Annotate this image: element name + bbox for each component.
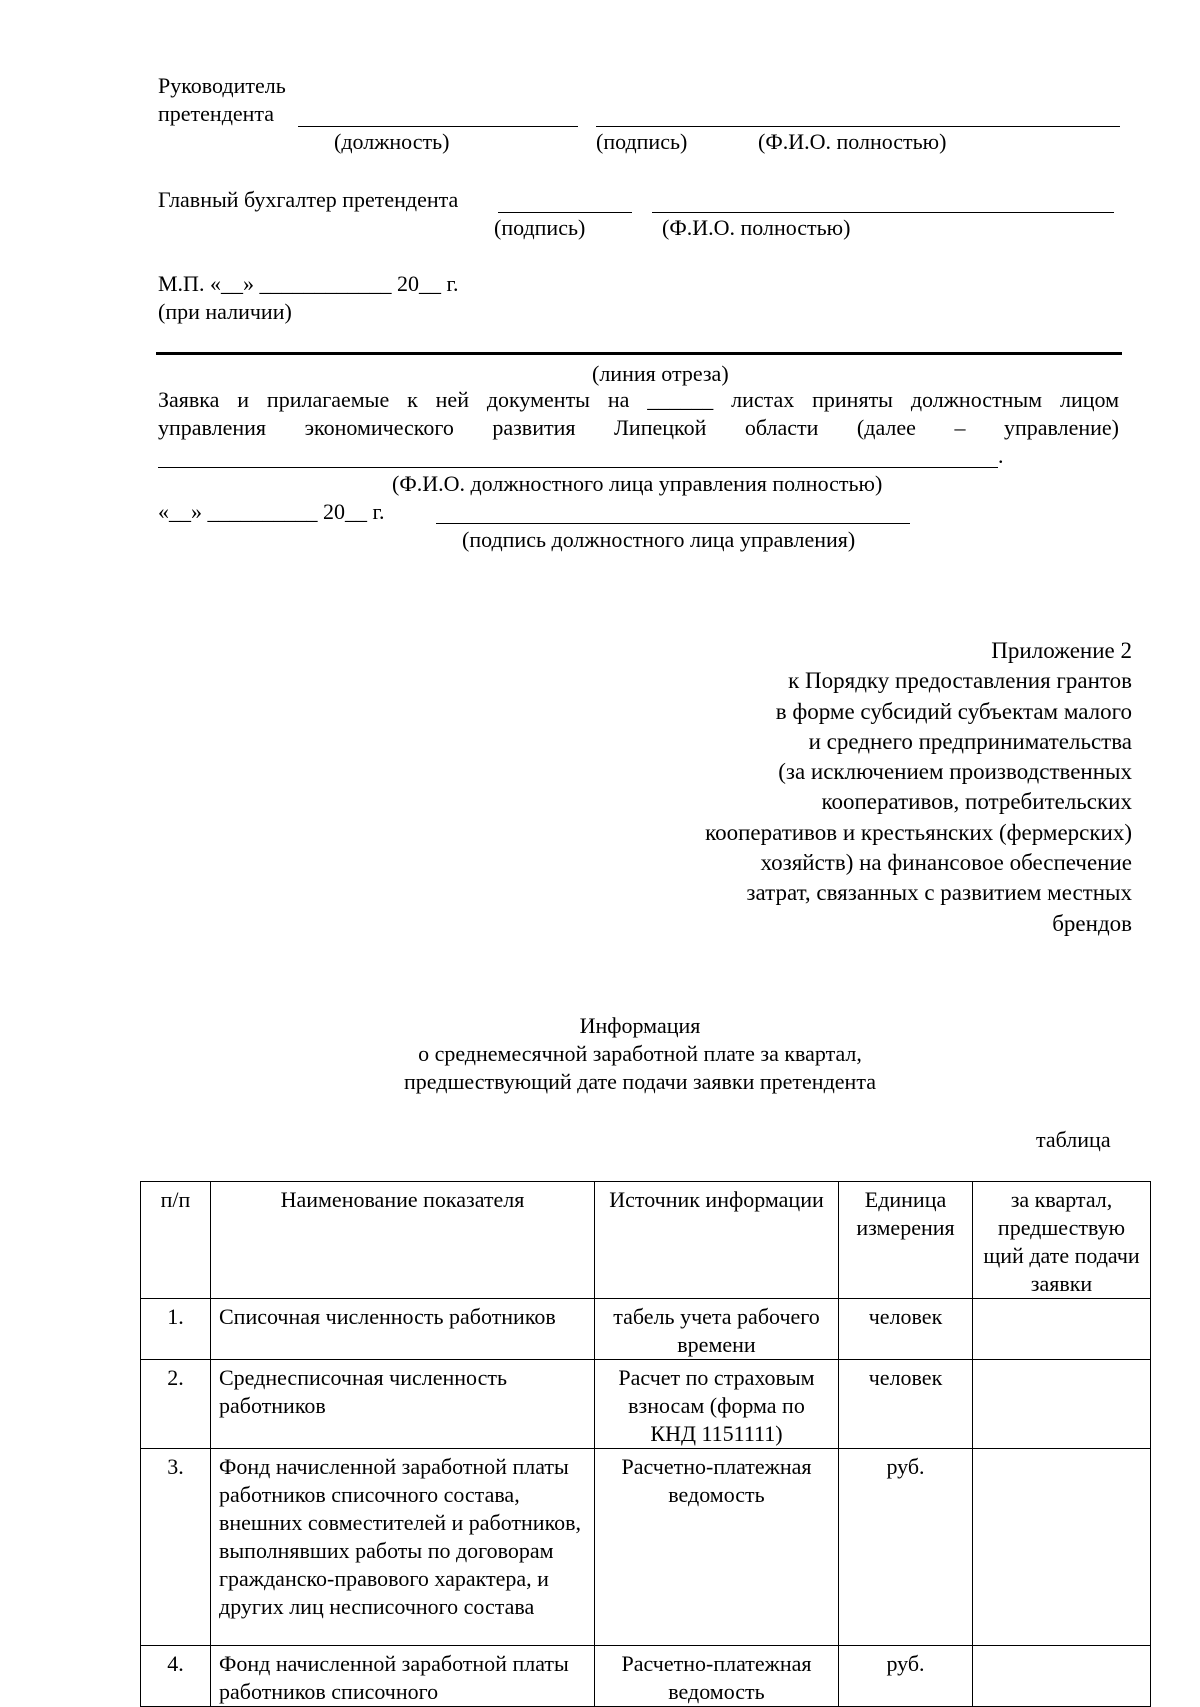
row-unit: руб. <box>839 1646 973 1707</box>
appendix-header <box>532 636 1132 939</box>
appendix-line: Приложение 2 <box>991 638 1132 663</box>
row-name: Среднесписочная численность работников <box>211 1360 595 1449</box>
info-title-line2: о среднемесячной заработной плате за квартал, <box>418 1041 862 1066</box>
appendix-line: затрат, связанных с развитием местных <box>746 880 1132 906</box>
header-name: Наименование показателя <box>211 1182 595 1299</box>
info-title <box>0 1012 1200 1096</box>
stamp-note: (при наличии) <box>158 299 292 324</box>
header-num: п/п <box>141 1182 211 1299</box>
table-row <box>141 1360 1151 1449</box>
table-row <box>141 1646 1151 1707</box>
table-row <box>141 1449 1151 1646</box>
appendix-line: кооперативов, потребительских <box>821 789 1132 815</box>
position-blank-line <box>298 126 578 127</box>
appendix-line: хозяйств) на финансовое обеспечение <box>760 850 1132 876</box>
table-header-row <box>141 1182 1151 1299</box>
signature-name-blank-line <box>596 126 1120 127</box>
cut-line-label: (линия отреза) <box>592 361 729 386</box>
appendix-line: брендов <box>1052 910 1132 936</box>
official-name-blank <box>158 467 998 468</box>
row-num: 1. <box>141 1299 211 1360</box>
row-value-cell[interactable] <box>973 1449 1151 1646</box>
info-title-line3: предшествующий дате подачи заявки претендента <box>404 1069 876 1094</box>
fullname-caption: (Ф.И.О. полностью) <box>758 129 947 154</box>
row-unit: руб. <box>839 1449 973 1646</box>
cut-line <box>156 352 1122 355</box>
receipt-period: . <box>998 443 1004 468</box>
row-name: Списочная численность работников <box>211 1299 595 1360</box>
appendix-line: к Порядку предоставления грантов <box>788 668 1132 694</box>
receipt-text-line2: управления экономического развития Липецкой области (далее – управление) <box>158 415 1119 440</box>
row-source: Расчет по страховым взносам (форма по КНД 1151111) <box>595 1360 839 1449</box>
row-num: 4. <box>141 1646 211 1707</box>
head-label-line2: претендента <box>158 101 275 126</box>
official-signature-blank <box>436 523 910 524</box>
official-signature-caption: (подпись должностного лица управления) <box>462 527 856 552</box>
header-period: за квартал, предшествую щий дате подачи заявки <box>973 1182 1151 1299</box>
accountant-signature-blank <box>498 212 632 213</box>
appendix-line: кооперативов и крестьянских (фермерских) <box>705 819 1132 845</box>
signature-caption: (подпись) <box>596 129 688 154</box>
row-name: Фонд начисленной заработной платы работников списочного <box>211 1646 595 1707</box>
accountant-name-blank <box>652 212 1114 213</box>
row-source: Расчетно-платежная ведомость <box>595 1449 839 1646</box>
row-unit: человек <box>839 1360 973 1449</box>
row-unit: человек <box>839 1299 973 1360</box>
row-value-cell[interactable] <box>973 1360 1151 1449</box>
receipt-date-line: «__» __________ 20__ г. <box>158 499 385 524</box>
appendix-line: в форме субсидий субъектам малого <box>775 698 1132 724</box>
row-source: табель учета рабочего времени <box>595 1299 839 1360</box>
row-name: Фонд начисленной заработной платы работников списочного состава, внешних совместителей и работников, выполнявших работы по договорам гражданско-правового характера, и других лиц несписочного состава <box>211 1449 595 1646</box>
table-label: таблица <box>1036 1127 1111 1152</box>
row-value-cell[interactable] <box>973 1299 1151 1360</box>
receipt-text-line1: Заявка и прилагаемые к ней документы на ______ листах приняты должностным лицом <box>158 387 1119 412</box>
row-num: 2. <box>141 1360 211 1449</box>
head-label-line1: Руководитель <box>158 73 286 98</box>
row-num: 3. <box>141 1449 211 1646</box>
header-unit: Единица измерения <box>839 1182 973 1299</box>
appendix-line: и среднего предпринимательства <box>808 728 1132 754</box>
stamp-date-line: М.П. «__» ____________ 20__ г. <box>158 271 459 296</box>
info-title-line1: Информация <box>579 1013 701 1038</box>
appendix-line: (за исключением производственных <box>778 759 1132 785</box>
accountant-fullname-caption: (Ф.И.О. полностью) <box>662 215 851 240</box>
header-source: Источник информации <box>595 1182 839 1299</box>
row-value-cell[interactable] <box>973 1646 1151 1707</box>
accountant-signature-caption: (подпись) <box>494 215 586 240</box>
official-name-caption: (Ф.И.О. должностного лица управления полностью) <box>392 471 883 496</box>
info-table <box>140 1181 1151 1707</box>
table-row <box>141 1299 1151 1360</box>
accountant-label: Главный бухгалтер претендента <box>158 187 459 212</box>
row-source: Расчетно-платежная ведомость <box>595 1646 839 1707</box>
position-caption: (должность) <box>334 129 450 154</box>
